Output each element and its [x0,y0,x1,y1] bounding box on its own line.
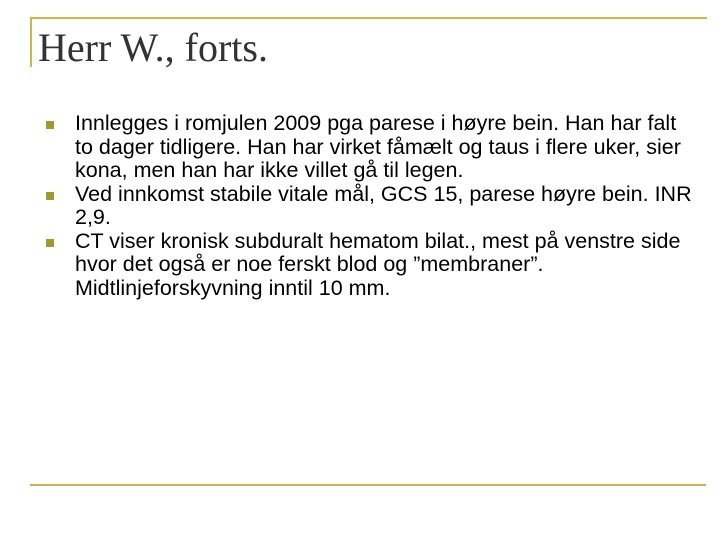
square-bullet-icon [46,121,54,129]
bullet-item-1 [46,112,696,183]
bullet-item-3 [46,230,696,301]
bullet-text-3: CT viser kronisk subduralt hematom bilat., mest på venstre side hvor det også er noe ferskt blod og ”membraner”. Midtlinjeforskyvning inntil 10 mm. [75,228,681,300]
bullet-list [46,112,696,300]
bottom-divider [30,484,706,486]
bullet-text-1: Innlegges i romjulen 2009 pga parese i høyre bein. Han har falt to dager tidligere. Han har virket fåmælt og taus i flere uker, sier kona, men han har ikke villet gå til legen. [75,111,681,182]
square-bullet-icon [46,239,54,247]
bullet-item-2 [46,183,696,230]
square-bullet-icon [46,192,54,200]
slide-title: Herr W., forts. [38,25,268,70]
bullet-text-2: Ved innkomst stabile vitale mål, GCS 15, parese høyre bein. INR 2,9. [75,181,692,229]
